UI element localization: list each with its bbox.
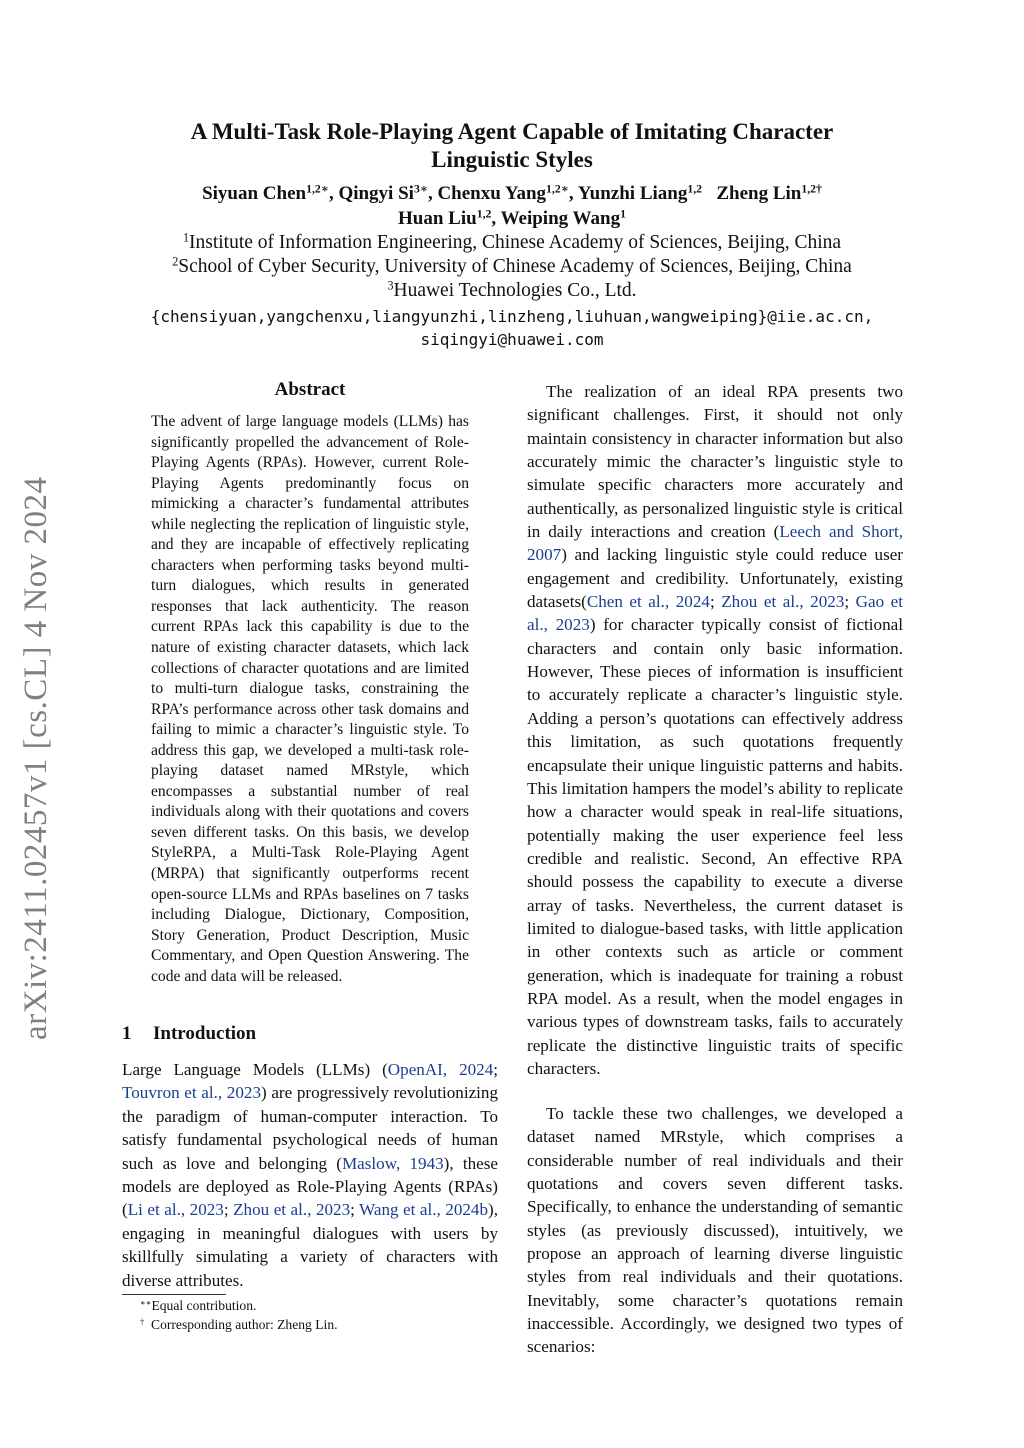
author-name: Yunzhi Liang bbox=[577, 183, 688, 204]
arxiv-identifier: arXiv:2411.02457v1 [cs.CL] 4 Nov 2024 bbox=[18, 476, 54, 1040]
section-heading-introduction bbox=[122, 1022, 502, 1046]
citation-link[interactable]: Gao et al., 2023 bbox=[527, 592, 904, 635]
title-line-2: Linguistic Styles bbox=[431, 147, 593, 172]
author-affiliation-mark: 1,2† bbox=[801, 182, 822, 196]
citation-link[interactable]: Zhou et al., 2023 bbox=[233, 1200, 351, 1220]
body-text: ), engaging in meaningful dialogues with users by skillfully simulating a variety of characters with diverse attributes. bbox=[122, 1200, 498, 1290]
author-line-2: Huan Liu$^{1,2}$, Weiping Wang$^1$ bbox=[398, 207, 626, 229]
citation-separator: ; bbox=[709, 592, 722, 612]
affiliation-1 bbox=[110, 231, 914, 255]
citation-link[interactable]: Touvron et al., 2023 bbox=[122, 1083, 261, 1103]
abstract-heading: Abstract bbox=[274, 379, 346, 400]
footnote-corresponding-author bbox=[140, 1316, 500, 1334]
citation-link[interactable]: Maslow, 1943 bbox=[341, 1153, 444, 1173]
affiliation-text: Huawei Technologies Co., Ltd. bbox=[393, 280, 637, 301]
title-line-1: A Multi-Task Role-Playing Agent Capable of Imitating Character bbox=[190, 119, 834, 144]
body-text: ) and lacking linguistic style could reduce user engagement and credibility. Unfortunately, existing datasets( bbox=[527, 545, 903, 612]
author-affiliation-mark: 1,2∗ bbox=[546, 182, 569, 196]
author-name: Huan Liu bbox=[398, 208, 477, 229]
author-name: Qingyi Si bbox=[338, 183, 414, 204]
author-affiliation-mark: 3∗ bbox=[413, 182, 428, 196]
citation-separator: ; bbox=[223, 1200, 234, 1220]
affiliation-mark: 2 bbox=[172, 254, 179, 269]
citation-link[interactable]: Li et al., 2023 bbox=[127, 1200, 224, 1220]
footnote-text: Equal contribution. bbox=[151, 1298, 257, 1313]
footnote-divider bbox=[122, 1294, 226, 1295]
right-column-paragraph-2: To tackle these two challenges, we developed a dataset named MRstyle, which comprises a considerable number of real individuals and their quotations and covers seven different tasks. Specifically, to enhance the understanding of semantic styles (as previously discussed), intuitively, we propose an approach of learning diverse linguistic styles from real individuals and their quotations. Inevitably, some character’s quotations remain inaccessible. Accordingly, we designed two types of scenarios: bbox=[527, 1104, 903, 1357]
author-affiliation-mark: 1,2 bbox=[687, 182, 703, 196]
author-name: Chenxu Yang bbox=[437, 183, 547, 204]
body-text: Large Language Models (LLMs) ( bbox=[122, 1060, 388, 1079]
affiliation-mark: 1 bbox=[182, 230, 190, 245]
right-column-paragraph-1 bbox=[527, 380, 903, 1080]
citation-link[interactable]: Leech and Short, 2007 bbox=[527, 522, 903, 565]
body-text: ), these models are deployed as Role-Playing Agents (RPAs) ( bbox=[122, 1153, 499, 1220]
introduction-paragraph bbox=[122, 1058, 498, 1292]
author-line-1: Siyuan Chen$^{1,2∗}$, Qingyi $Si^{3∗}$, Chenxu Yang$^{1,2∗}$, Yunzhi Liang$^{1,2}$ Zheng Lin$^{1,2\dagger}$ bbox=[202, 182, 822, 204]
citation-separator: ; bbox=[844, 592, 856, 612]
email-line-1: {chensiyuan,yangchenxu,liangyunzhi,linzheng,liuhuan,wangweiping}@iie.ac.cn, bbox=[150, 307, 874, 326]
footnote-mark: ∗∗ bbox=[140, 1297, 152, 1308]
affiliation-text: School of Cyber Security, University of Chinese Academy of Sciences, Beijing, China bbox=[178, 256, 852, 277]
section-number: 1 bbox=[122, 1023, 132, 1044]
citation-link[interactable]: OpenAI, 2024 bbox=[387, 1060, 494, 1079]
affiliation-2 bbox=[110, 255, 914, 279]
citation-separator: ; bbox=[493, 1060, 499, 1079]
author-affiliation-mark: 1,2∗ bbox=[306, 182, 329, 196]
affiliation-mark: 3 bbox=[387, 278, 394, 293]
section-title: Introduction bbox=[153, 1023, 257, 1044]
citation-link[interactable]: Zhou et al., 2023 bbox=[721, 592, 845, 612]
email-line-2: siqingyi@huawei.com bbox=[420, 330, 604, 349]
author-affiliation-mark: 1 bbox=[620, 207, 626, 221]
body-text: ) are progressively revolutionizing the paradigm of human-computer interaction. To satisfy fundamental psychological needs of human such as love and belonging ( bbox=[122, 1083, 499, 1173]
body-text: ) for character typically consist of fictional characters and contain only basic information. However, These pieces of information is insufficient to accurately replicate a character’s linguistic style. Adding a person’s quotations can effectively address this limitation, as such quotations frequently encapsulate their unique linguistic patterns and habits. This limitation hampers the model’s ability to replicate how a character would speak in real-life situations, potentially making the user experience feel less credible and realistic. Second, An effective RPA should possess the capability to execute a diverse array of tasks. Nevertheless, the current dataset is limited to dialogue-based tasks, with little application in other contexts such as article or comment generation, which is inadequate for training a robust RPA model. As a result, when the model engages in various types of downstream tasks, fails to accurately replicate the distinctive linguistic traits of specific characters. bbox=[527, 615, 903, 1078]
body-text: The realization of an ideal RPA presents two significant challenges. First, it should not only maintain consistency in character information but also accurately mimic the character’s linguistic style to simulate specific characters more accurately and authentically, as personalized linguistic style is critical in daily interactions and creation ( bbox=[527, 382, 903, 542]
citation-separator: ; bbox=[350, 1200, 360, 1220]
footnote-equal-contribution bbox=[140, 1297, 500, 1315]
citation-link[interactable]: Wang et al., 2024b bbox=[359, 1200, 489, 1220]
affiliation-text: Institute of Information Engineering, Chinese Academy of Sciences, Beijing, China bbox=[189, 232, 842, 253]
author-name: Zheng Lin bbox=[716, 183, 802, 204]
footnote-mark: † bbox=[140, 1316, 145, 1327]
author-name: Weiping Wang bbox=[500, 208, 621, 229]
abstract-text: The advent of large language models (LLMs) has significantly propelled the advancement of Role-Playing Agents (RPAs). However, current Role-Playing Agents predominantly focus on mimicking a character’s fundamental attributes while neglecting the replication of linguistic style, and they are incapable of effectively replicating characters when performing tasks beyond multi-turn dialogues, which results in generated responses that lack authenticity. The reason current RPAs lack this capability is due to the nature of existing character datasets, which lack collections of character quotations and are limited to multi-turn dialogue tasks, constraining the RPA’s performance across other task domains and failing to mimic a character’s linguistic style. To address this gap, we developed a multi-task role-playing dataset named MRstyle, which encompasses a substantial number of real individuals along with their quotations and covers seven different tasks. On this basis, we develop StyleRPA, a Multi-Task Role-Playing Agent (MRPA) that significantly outperforms recent open-source LLMs and RPAs baselines on 7 tasks including Dialogue, Dictionary, Composition, Story Generation, Product Description, Music Commentary, and Open Question Answering. The code and data will be released. bbox=[151, 413, 469, 985]
footnote-text: Corresponding author: Zheng Lin. bbox=[151, 1317, 338, 1332]
author-affiliation-mark: 1,2 bbox=[476, 207, 492, 221]
citation-link[interactable]: Chen et al., 2024 bbox=[586, 592, 710, 612]
affiliation-3 bbox=[110, 279, 914, 303]
author-name: Siyuan Chen bbox=[202, 183, 307, 204]
paper-title bbox=[130, 118, 894, 174]
